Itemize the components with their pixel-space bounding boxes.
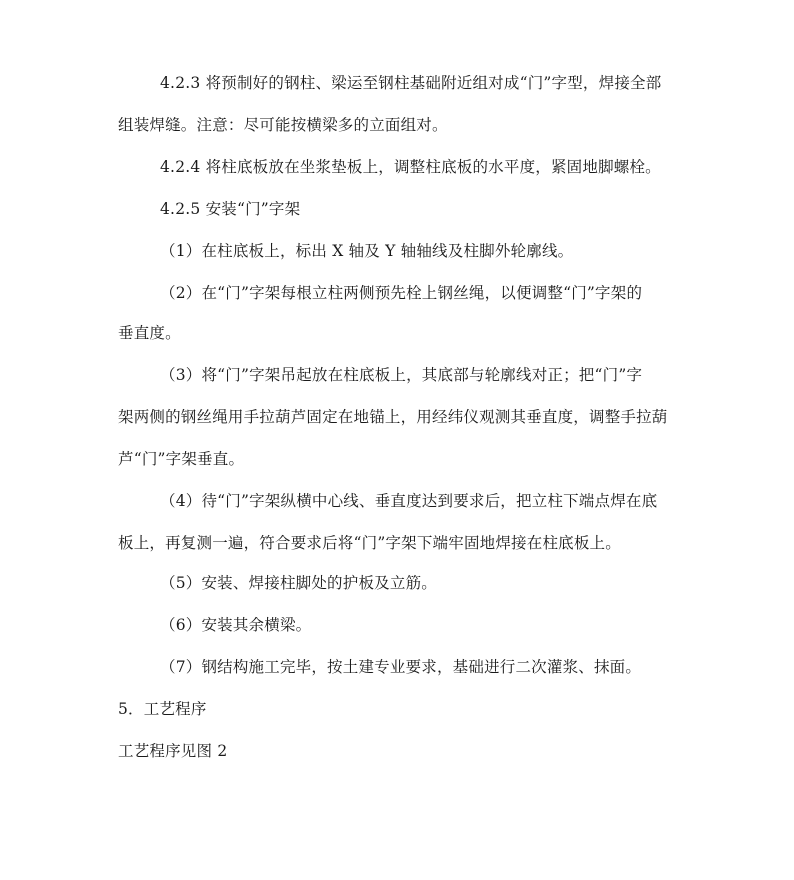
step-3-line-1: （3）将“门”字架吊起放在柱底板上，其底部与轮廓线对正；把“门”字 — [160, 366, 643, 384]
para-4-2-3-line-2: 组装焊缝。注意：尽可能按横梁多的立面组对。 — [118, 116, 448, 134]
step-7: （7）钢结构施工完毕，按土建专业要求，基础进行二次灌浆、抹面。 — [160, 658, 642, 676]
step-4-line-2: 板上，再复测一遍，符合要求后将“门”字架下端牢固地焊接在柱底板上。 — [118, 534, 621, 552]
step-4-line-1: （4）待“门”字架纵横中心线、垂直度达到要求后，把立柱下端点焊在底 — [160, 492, 658, 510]
step-3-line-2: 架两侧的钢丝绳用手拉葫芦固定在地锚上，用经纬仪观测其垂直度，调整手拉葫 — [118, 408, 668, 426]
para-4-2-3-line-1: 4.2.3 将预制好的钢柱、梁运至钢柱基础附近组对成“门”字型，焊接全部 — [160, 74, 662, 92]
heading-4-2-5: 4.2.5 安装“门”字架 — [160, 200, 301, 218]
section-5-text: 工艺程序见图 2 — [118, 742, 228, 760]
step-1: （1）在柱底板上，标出 X 轴及 Y 轴轴线及柱脚外轮廓线。 — [160, 242, 574, 260]
step-6: （6）安装其余横梁。 — [160, 616, 312, 634]
section-5-heading: 5．工艺程序 — [118, 700, 207, 718]
step-2-line-2: 垂直度。 — [118, 324, 181, 342]
step-3-line-3: 芦“门”字架垂直。 — [118, 450, 245, 468]
step-5: （5）安装、焊接柱脚处的护板及立筋。 — [160, 574, 437, 592]
step-2-line-1: （2）在“门”字架每根立柱两侧预先栓上钢丝绳，以便调整“门”字架的 — [160, 284, 643, 302]
para-4-2-4: 4.2.4 将柱底板放在坐浆垫板上，调整柱底板的水平度，紧固地脚螺栓。 — [160, 158, 661, 176]
